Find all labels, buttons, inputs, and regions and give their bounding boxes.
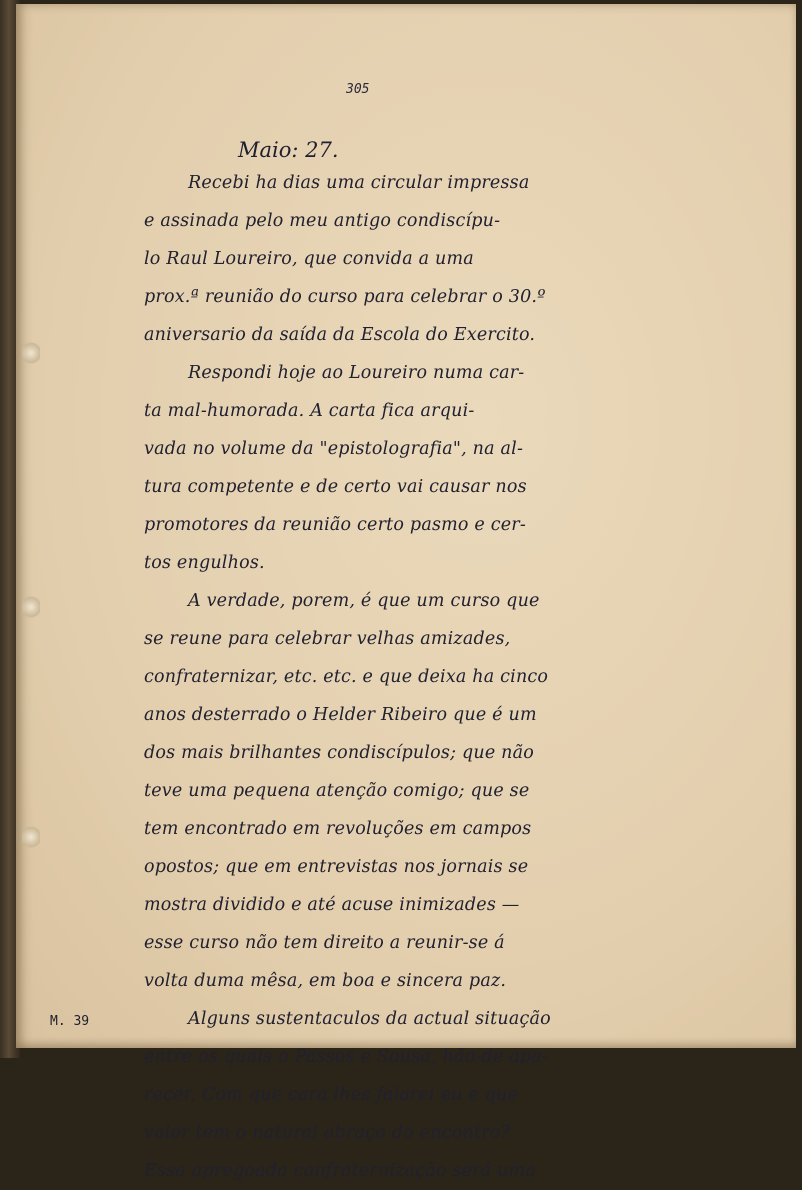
manuscript-page — [16, 4, 796, 1181]
manuscript-line: Recebi ha dias uma circular impressa — [188, 173, 530, 193]
manuscript-line: valor tem o natural abraço do encontro? — [144, 1123, 510, 1143]
manuscript-line: ta mal-humorada. A carta fica arqui- — [144, 401, 475, 421]
manuscript-line: e assinada pelo meu antigo condiscípu- — [144, 211, 501, 231]
handwritten-body — [144, 164, 620, 1190]
manuscript-line: mostra dividido e até acuse inimizades — — [144, 895, 520, 915]
manuscript-line: teve uma pequena atenção comigo; que se — [144, 781, 530, 801]
binding-stitch — [22, 594, 40, 620]
manuscript-line: esse curso não tem direito a reunir-se á — [144, 933, 505, 953]
manuscript-line: vada no volume da "epistolografia", na al- — [144, 439, 524, 459]
binding-stitch — [22, 340, 40, 366]
manuscript-line: A verdade, porem, é que um curso que — [188, 591, 540, 611]
manuscript-line: recer. Com que cara lhes falarei eu e que — [144, 1085, 519, 1105]
entry-date-heading: Maio: 27. — [238, 138, 339, 162]
manuscript-line: se reune para celebrar velhas amizades, — [144, 629, 511, 649]
manuscript-line: anos desterrado o Helder Ribeiro que é um — [144, 705, 537, 725]
manuscript-line: Respondi hoje ao Loureiro numa car- — [188, 363, 525, 383]
manuscript-line: tem encontrado em revoluções em campos — [144, 819, 532, 839]
manuscript-line: dos mais brilhantes condiscípulos; que não — [144, 743, 534, 763]
manuscript-line: Alguns sustentaculos da actual situação — [188, 1009, 551, 1029]
footer-mark: M. 39 — [50, 1014, 90, 1029]
manuscript-line: confraternizar, etc. etc. e que deixa ha cinco — [144, 667, 549, 687]
manuscript-line: opostos; que em entrevistas nos jornais se — [144, 857, 529, 877]
manuscript-line: Essa apregoada confraternização será uma — [144, 1161, 536, 1181]
manuscript-line: promotores da reunião certo pasmo e cer- — [144, 515, 526, 535]
manuscript-line: aniversario da saída da Escola do Exercito. — [144, 325, 536, 345]
manuscript-line: entre os quais o Passos e Sousa, hão-de apa- — [144, 1047, 548, 1067]
manuscript-line: lo Raul Loureiro, que convida a uma — [144, 249, 474, 269]
page-number: 305 — [346, 82, 370, 97]
binding-stitch — [22, 824, 40, 850]
manuscript-line: volta duma mêsa, em boa e sincera paz. — [144, 971, 507, 991]
manuscript-line: prox.ª reunião do curso para celebrar o 30.º — [144, 287, 546, 307]
manuscript-line: tos engulhos. — [144, 553, 265, 573]
manuscript-line: tura competente e de certo vai causar nos — [144, 477, 527, 497]
